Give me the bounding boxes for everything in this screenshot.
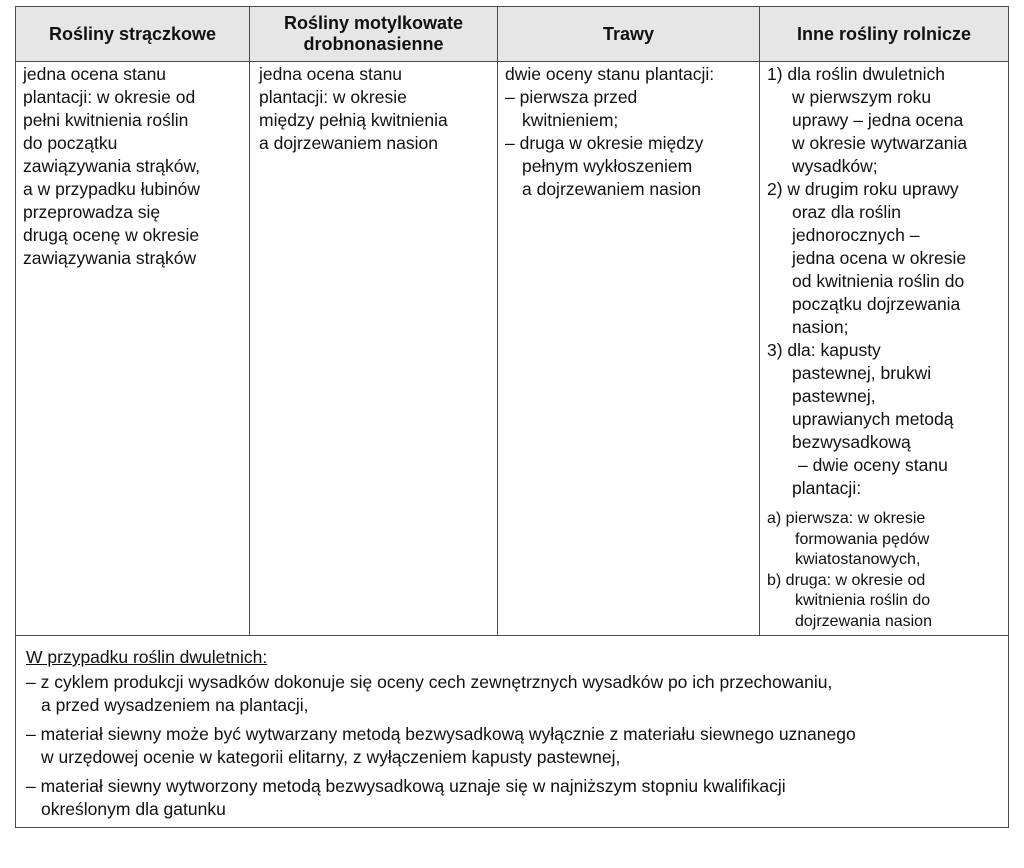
list-item-line: – pierwsza przed — [505, 87, 638, 107]
list-item-line: początku dojrzewania — [792, 294, 961, 314]
header-line: Rośliny motylkowate — [283, 13, 464, 33]
regulation-table — [15, 6, 1009, 828]
footer-bullet-line: – z cyklem produkcji wysadków dokonuje się oceny cech zewnętrznych wysadków po ich przechowaniu, — [26, 672, 833, 692]
sublist-item-line: a) pierwsza: w okresie — [767, 510, 926, 527]
list-item-line: jedna ocena w okresie — [792, 248, 967, 268]
text-line: między pełnią kwitnienia — [259, 110, 448, 130]
header-row — [16, 7, 1009, 62]
footer-heading: W przypadku roślin dwuletnich: — [26, 647, 268, 667]
list-item-line: uprawy – jedna ocena — [792, 110, 964, 130]
text-line: plantacji: w okresie — [259, 87, 407, 107]
list-item-line: plantacji: — [792, 478, 862, 498]
list-item-line: w okresie wytwarzania — [792, 133, 968, 153]
list-item-line: 2) w drugim roku uprawy — [767, 179, 959, 199]
text-line: przeprowadza się — [23, 202, 161, 222]
body-row — [16, 62, 1009, 636]
header-line: Inne rośliny rolnicze — [796, 23, 972, 44]
text-line: zawiązywania strąków, — [23, 156, 201, 176]
sublist-item-line: kwiatostanowych, — [795, 551, 921, 568]
cell-small-seed-legumes — [250, 62, 498, 636]
header-line: drobnonasienne — [303, 34, 444, 54]
footer-notes — [16, 636, 1009, 828]
sublist-item-line: kwitnienia roślin do — [795, 592, 931, 609]
footer-bullet — [26, 775, 998, 821]
list-item-line: pastewnej, brukwi — [792, 363, 932, 383]
list-item-line: bezwysadkową — [792, 432, 911, 452]
header-small-seed-legumes — [250, 7, 498, 62]
header-line: Trawy — [602, 23, 655, 44]
cell-other-crops — [760, 62, 1009, 636]
text-line: jedna ocena stanu — [23, 64, 167, 84]
text-line: pełni kwitnienia roślin — [23, 110, 189, 130]
footer-bullet — [26, 671, 998, 717]
footer-row — [16, 636, 1009, 828]
list-item-line: od kwitnienia roślin do — [792, 271, 965, 291]
list-item-line: pastewnej, — [792, 386, 876, 406]
header-line: Rośliny strączkowe — [48, 23, 217, 44]
text-line: zawiązywania strąków — [23, 248, 197, 268]
text-line: plantacji: w okresie od — [23, 87, 196, 107]
list-item-line: jednorocznych – — [792, 225, 920, 245]
text-line: jedna ocena stanu — [259, 64, 403, 84]
list-item-line: kwitnieniem; — [522, 110, 619, 130]
footer-bullet-line: w urzędowej ocenie w kategorii elitarny, z wyłączeniem kapusty pastewnej, — [41, 747, 621, 767]
list-item-line: pełnym wykłoszeniem — [522, 156, 693, 176]
list-item-line: wysadków; — [792, 156, 878, 176]
cell-legumes — [16, 62, 250, 636]
footer-bullet-line: a przed wysadzeniem na plantacji, — [41, 695, 309, 715]
cell-grasses — [498, 62, 760, 636]
text-line: drugą ocenę w okresie — [23, 225, 200, 245]
list-item-line: a dojrzewaniem nasion — [522, 179, 701, 199]
sublist-item-line: formowania pędów — [795, 530, 930, 548]
list-item-line: uprawianych metodą — [792, 409, 954, 429]
footer-bullet — [26, 723, 998, 769]
list-item-line: w pierwszym roku — [792, 87, 932, 107]
sublist-item-line: b) druga: w okresie od — [767, 571, 926, 589]
list-item-line: 1) dla roślin dwuletnich — [767, 64, 946, 84]
text-line: do początku — [23, 133, 118, 153]
footer-bullet-line: określonym dla gatunku — [41, 799, 226, 819]
text-line: dwie oceny stanu plantacji: — [505, 64, 715, 84]
list-item-line: 3) dla: kapusty — [767, 340, 881, 360]
footer-bullet-line: – materiał siewny może być wytwarzany metodą bezwysadkową wyłącznie z materiału siewnego uznanego — [26, 724, 856, 744]
text-line: a w przypadku łubinów — [23, 179, 201, 199]
sublist-item-line: dojrzewania nasion — [795, 612, 932, 630]
header-legumes — [16, 7, 250, 62]
list-item-line: oraz dla roślin — [792, 202, 901, 222]
list-item-line: – dwie oceny stanu — [798, 455, 948, 475]
list-item-line: nasion; — [792, 317, 849, 337]
list-item-line: – druga w okresie między — [505, 133, 704, 153]
footer-bullet-line: – materiał siewny wytworzony metodą bezwysadkową uznaje się w najniższym stopniu kwalifikacji — [26, 776, 786, 796]
text-line: a dojrzewaniem nasion — [259, 133, 438, 153]
header-other-crops — [760, 7, 1009, 62]
header-grasses — [498, 7, 760, 62]
